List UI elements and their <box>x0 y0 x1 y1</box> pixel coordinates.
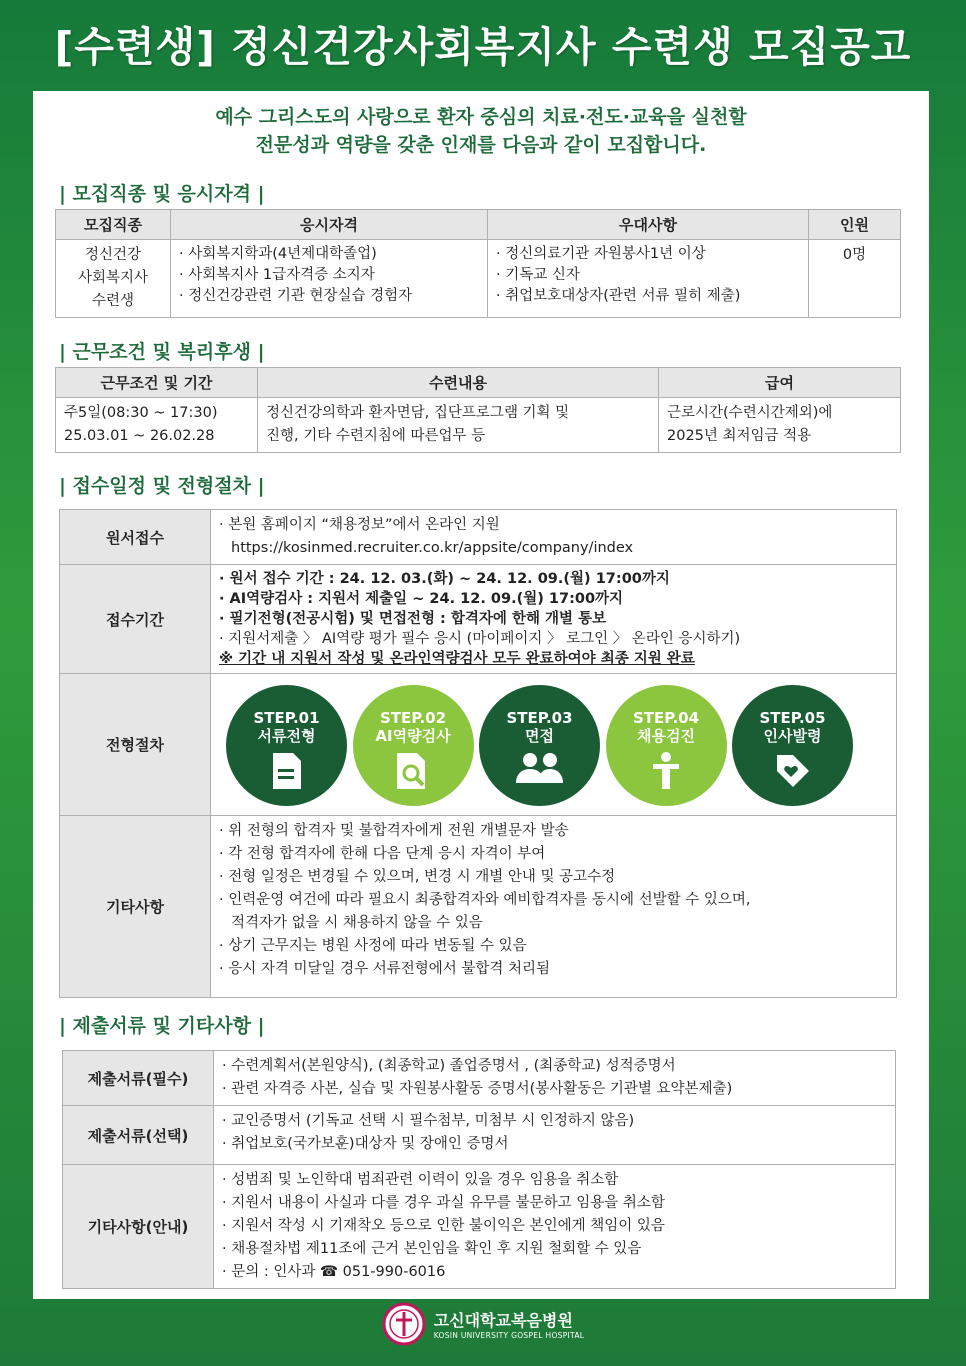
page-title: [수련생] 정신건강사회복지사 수련생 모집공고 <box>54 23 912 71</box>
section-title-conditions: | 근무조건 및 복리후생 | <box>59 341 265 363</box>
period-label: 접수기간 <box>60 565 211 674</box>
section-title-recruit: | 모집직종 및 응시자격 | <box>59 183 265 205</box>
announcement-card <box>33 91 929 1299</box>
required-cell: · 수련계획서(본원양식), (최종학교) 졸업증명서 , (최종학교) 성적증명서 · 관련 자격증 사본, 실습 및 자원봉사활동 증명서(봉사활동은 기관별 요약본제출) <box>214 1051 896 1106</box>
etc-label: 기타사항 <box>60 816 211 998</box>
process-steps <box>212 675 895 814</box>
required-label: 제출서류(필수) <box>63 1051 214 1106</box>
conditions-cell: 주5일(08:30 ~ 17:30) 25.03.01 ~ 26.02.28 <box>56 398 258 453</box>
conditions-table: 근무조건 및 기간 수련내용 급여 주5일(08:30 ~ 17:30) 25.03.01 ~ 26.02.28 정신건강의학과 환자면담, 집단프로그램 기획 및 진행, 기타 수련지침에 따른업무 등 근로시간(수련시간제외)에 2025년 최저임금 적용 <box>55 367 901 453</box>
recruit-table: 모집직종 응시자격 우대사항 인원 정신건강 사회복지사 수련생 · 사회복지학과(4년제대학졸업) · 사회복지사 1급자격증 소지자 · 정신건강관련 기관 현장실습 경험자 · 정신의료기관 자원봉사1년 이상 · 기독교 신자 · 취업보호대상자(관련 서류 필히 제출) 0명 <box>55 209 901 318</box>
people-icon <box>513 751 567 785</box>
optional-cell: · 교인증명서 (기독교 선택 시 필수첨부, 미첨부 시 인정하지 않음) · 취업보호(국가보훈)대상자 및 장애인 증명서 <box>214 1106 896 1165</box>
guide-cell: · 성범죄 및 노인학대 범죄관련 이력이 있을 경우 임용을 취소함 · 지원서 내용이 사실과 다를 경우 과실 유무를 불문하고 임용을 취소함 · 지원서 작성 시 기재착오 등으로 인한 불이익은 본인에게 책임이 있음 · 채용절차법 제11조에 근거 본인임을 확인 후 지원 철회할 수 있음 · 문의 : 인사과 ☎ 051-990-6016 <box>214 1165 896 1289</box>
section-title-schedule: | 접수일정 및 전형절차 | <box>59 475 265 497</box>
salary-cell: 근로시간(수련시간제외)에 2025년 최저임금 적용 <box>659 398 901 453</box>
guide-label: 기타사항(안내) <box>63 1165 214 1289</box>
step-4: STEP.04 채용검진 <box>606 685 727 806</box>
person-icon <box>649 751 683 791</box>
step-5: STEP.05 인사발령 <box>732 685 853 806</box>
period-cell: · 원서 접수 기간 : 24. 12. 03.(화) ~ 24. 12. 09.(월) 17:00까지 · AI역량검사 : 지원서 제출일 ~ 24. 12. 09.(월) 17:00까지 · 필기전형(전공시험) 및 면접전형 : 합격자에 한해 개별 통보 · 지원서제출 〉 AI역량 평가 필수 응시 (마이페이지 〉 로그인 〉 온라인 응시하기) ※ 기간 내 지원서 작성 및 온라인역량검사 모두 완료하여야 최종 지원 완료 <box>211 565 897 674</box>
step-2: STEP.02 AI역량검사 <box>353 685 474 806</box>
preference-cell: · 정신의료기관 자원봉사1년 이상 · 기독교 신자 · 취업보호대상자(관련 서류 필히 제출) <box>488 240 809 318</box>
intro-text: 예수 그리스도의 사랑으로 환자 중심의 치료·전도·교육을 실천할 전문성과 역량을 갖춘 인재를 다음과 같이 모집합니다. <box>215 106 747 156</box>
apply-cell: · 본원 홈페이지 “채용정보”에서 온라인 지원 https://kosinmed.recruiter.co.kr/appsite/company/index <box>211 510 897 565</box>
search-document-icon <box>394 751 432 791</box>
optional-label: 제출서류(선택) <box>63 1106 214 1165</box>
footer <box>0 1302 966 1346</box>
apply-url[interactable]: https://kosinmed.recruiter.co.kr/appsite/company/index <box>231 540 634 556</box>
apply-label: 원서접수 <box>60 510 211 565</box>
hospital-logo-icon <box>382 1302 426 1346</box>
qualification-cell: · 사회복지학과(4년제대학졸업) · 사회복지사 1급자격증 소지자 · 정신건강관련 기관 현장실습 경험자 <box>171 240 488 318</box>
hospital-name: 고신대학교복음병원 <box>433 1311 573 1330</box>
step-1: STEP.01 서류전형 <box>226 685 347 806</box>
job-cell: 정신건강 사회복지사 수련생 <box>56 240 171 318</box>
documents-table <box>62 1050 896 1289</box>
step-3: STEP.03 면접 <box>479 685 600 806</box>
section-title-documents: | 제출서류 및 기타사항 | <box>59 1015 265 1037</box>
count-cell: 0명 <box>809 240 901 318</box>
hospital-name-en: KOSIN UNIVERSITY GOSPEL HOSPITAL <box>433 1331 585 1340</box>
process-label: 전형절차 <box>60 674 211 816</box>
document-icon <box>270 751 304 791</box>
content-cell: 정신건강의학과 환자면담, 집단프로그램 기획 및 진행, 기타 수련지침에 따른업무 등 <box>258 398 659 453</box>
schedule-table <box>59 509 897 998</box>
process-cell <box>211 674 897 816</box>
etc-cell: · 위 전형의 합격자 및 불합격자에게 전원 개별문자 발송 · 각 전형 합격자에 한해 다음 단계 응시 자격이 부여 · 전형 일정은 변경될 수 있으며, 변경 시 개별 안내 및 공고수정 · 인력운영 여건에 따라 필요시 최종합격자와 예비합격자를 동시에 선발할 수 있으며, 적격자가 없을 시 채용하지 않을 수 있음 · 상기 근무지는 병원 사정에 따라 변동될 수 있음 · 응시 자격 미달일 경우 서류전형에서 불합격 처리됨 <box>211 816 897 998</box>
heart-tag-icon <box>773 751 813 791</box>
